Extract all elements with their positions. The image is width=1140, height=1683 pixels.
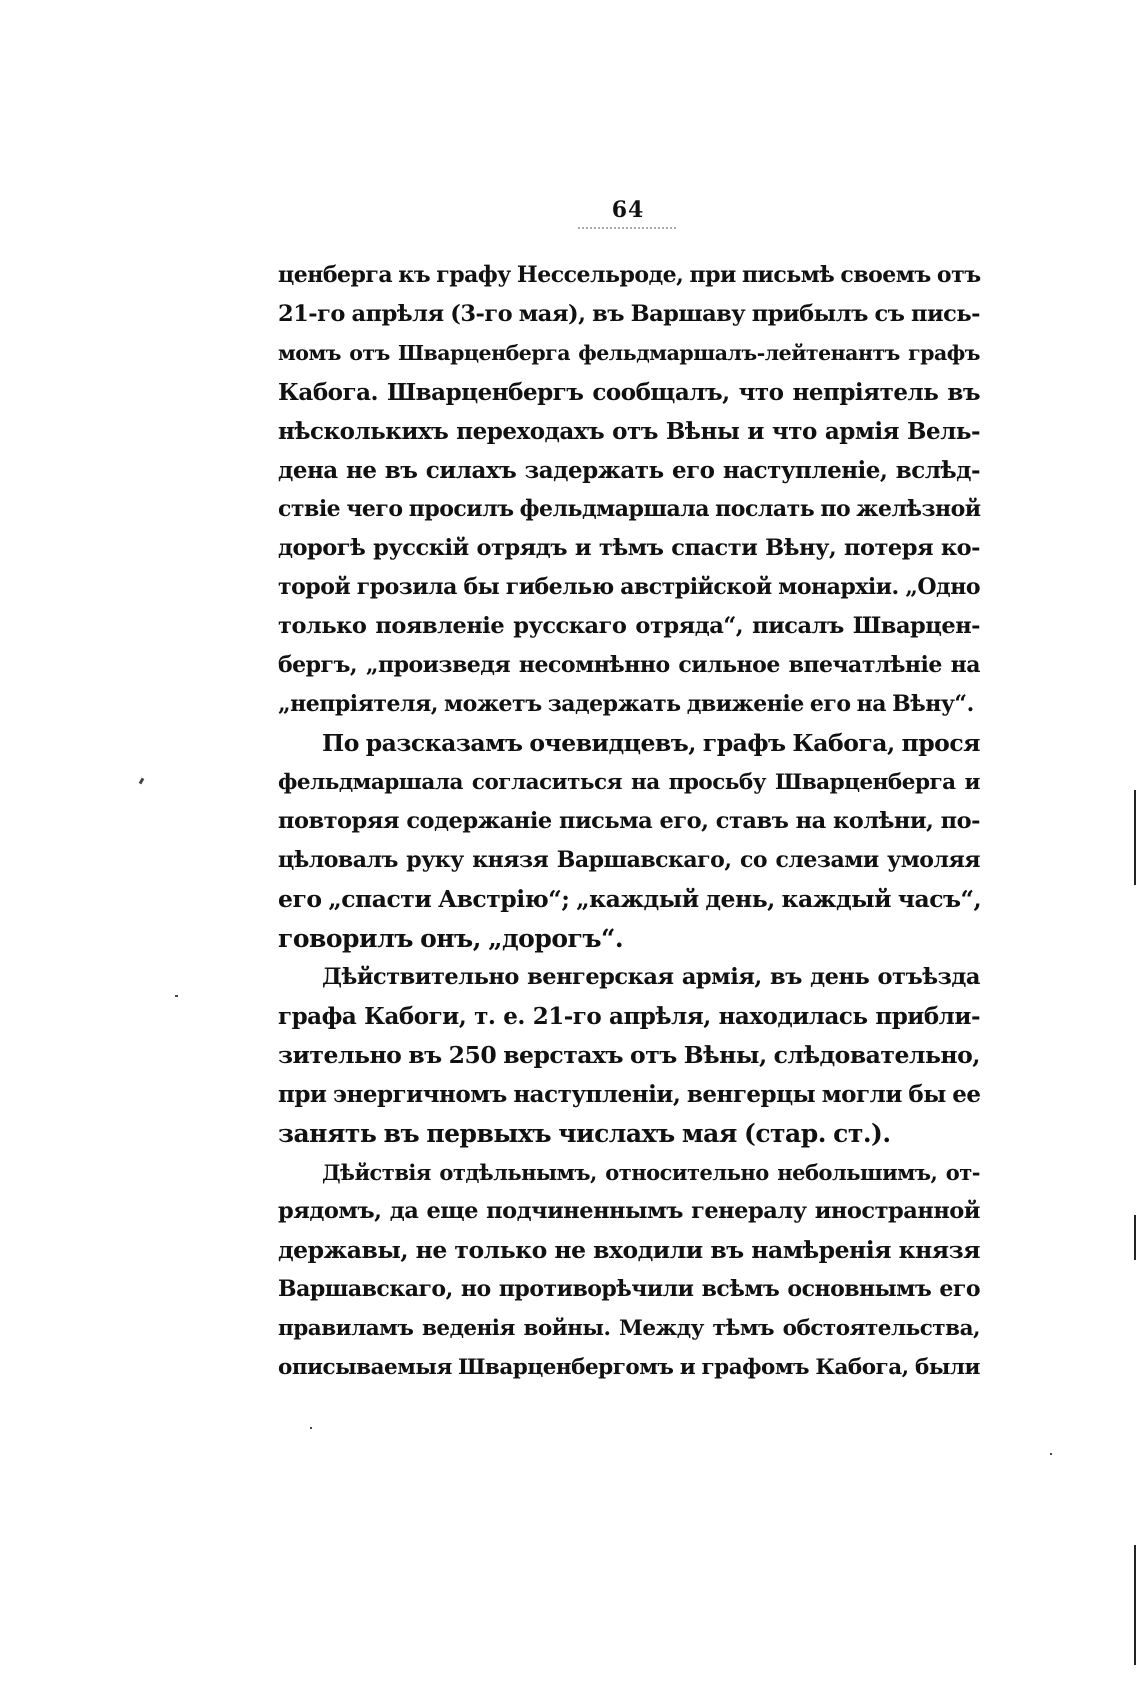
text-line: Варшавскаго, но противорѣчили всѣмъ основнымъ его	[278, 1276, 980, 1302]
page-edge-mark	[1134, 1215, 1136, 1260]
text-line: 21-го апрѣля (3-го мая), въ Варшаву прибылъ съ пись-	[278, 301, 980, 327]
body-text	[278, 256, 980, 1387]
text-line: рядомъ, да еще подчиненнымъ генералу иностранной	[278, 1198, 980, 1224]
text-line: занять въ первыхъ числахъ мая (стар. ст.).	[278, 1119, 891, 1148]
text-line: зительно въ 250 верстахъ отъ Вѣны, слѣдовательно,	[278, 1041, 980, 1069]
text-line: описываемыя Шварценбергомъ и графомъ Кабога, были	[278, 1355, 980, 1380]
text-line: „непріятеля, можетъ задержать движеніе его на Вѣну“.	[278, 691, 974, 717]
page-number: 64	[611, 197, 645, 223]
scan-speck	[310, 1427, 312, 1429]
text-line: цѣловалъ руку князя Варшавскаго, со слезами умоляя	[278, 847, 980, 873]
text-line: нѣсколькихъ переходахъ отъ Вѣны и что армія Вель-	[278, 418, 980, 445]
text-line: Дѣйствительно венгерская армія, въ день отъѣзда	[322, 964, 980, 990]
text-line: правиламъ веденія войны. Между тѣмъ обстоятельства,	[278, 1316, 980, 1341]
text-line: его „спасти Австрію“; „каждый день, каждый часъ“,	[278, 885, 982, 913]
text-line: бергъ, „произведя несомнѣнно сильное впечатлѣніе на	[278, 652, 980, 678]
text-line: говорилъ онъ, „дорогъ“.	[278, 924, 624, 953]
text-line: только появленіе русскаго отряда“, писалъ Шварцен-	[278, 613, 980, 639]
text-line: дорогѣ русскій отрядъ и тѣмъ спасти Вѣну, потеря ко-	[278, 535, 980, 561]
page-edge-mark	[1134, 1545, 1136, 1665]
text-line: при энергичномъ наступленіи, венгерцы могли бы ее	[278, 1081, 981, 1108]
scan-speck	[1050, 1453, 1052, 1455]
text-line: ствіе чего просилъ фельдмаршала послать по желѣзной	[278, 496, 981, 522]
page-number-rule	[578, 227, 676, 229]
page-edge-mark	[1134, 790, 1136, 885]
text-line: повторяя содержаніе письма его, ставъ на колѣни, по-	[278, 808, 980, 834]
text-line: Кабога. Шварценбергъ сообщалъ, что непріятель въ	[278, 379, 980, 406]
text-line: Дѣйствія отдѣльнымъ, относительно небольшимъ, от-	[322, 1160, 980, 1185]
text-line: момъ отъ Шварценберга фельдмаршалъ-лейтенантъ графъ	[278, 341, 980, 365]
scan-speck	[175, 995, 178, 997]
text-line: ценберга къ графу Нессельроде, при письмѣ своемъ отъ	[278, 262, 981, 288]
text-line: торой грозила бы гибелью австрійской монархіи. „Одно	[278, 574, 980, 600]
text-line: графа Кабоги, т. е. 21-го апрѣля, находилась прибли-	[278, 1003, 980, 1030]
text-line: По разсказамъ очевидцевъ, графъ Кабога, прося	[322, 729, 980, 757]
scan-speck	[139, 778, 145, 785]
text-line: державы, не только не входили въ намѣренія князя	[278, 1236, 980, 1264]
text-line: дена не въ силахъ задержать его наступленіе, вслѣд-	[278, 457, 980, 484]
text-line: фельдмаршала согласиться на просьбу Шварценберга и	[278, 770, 980, 795]
